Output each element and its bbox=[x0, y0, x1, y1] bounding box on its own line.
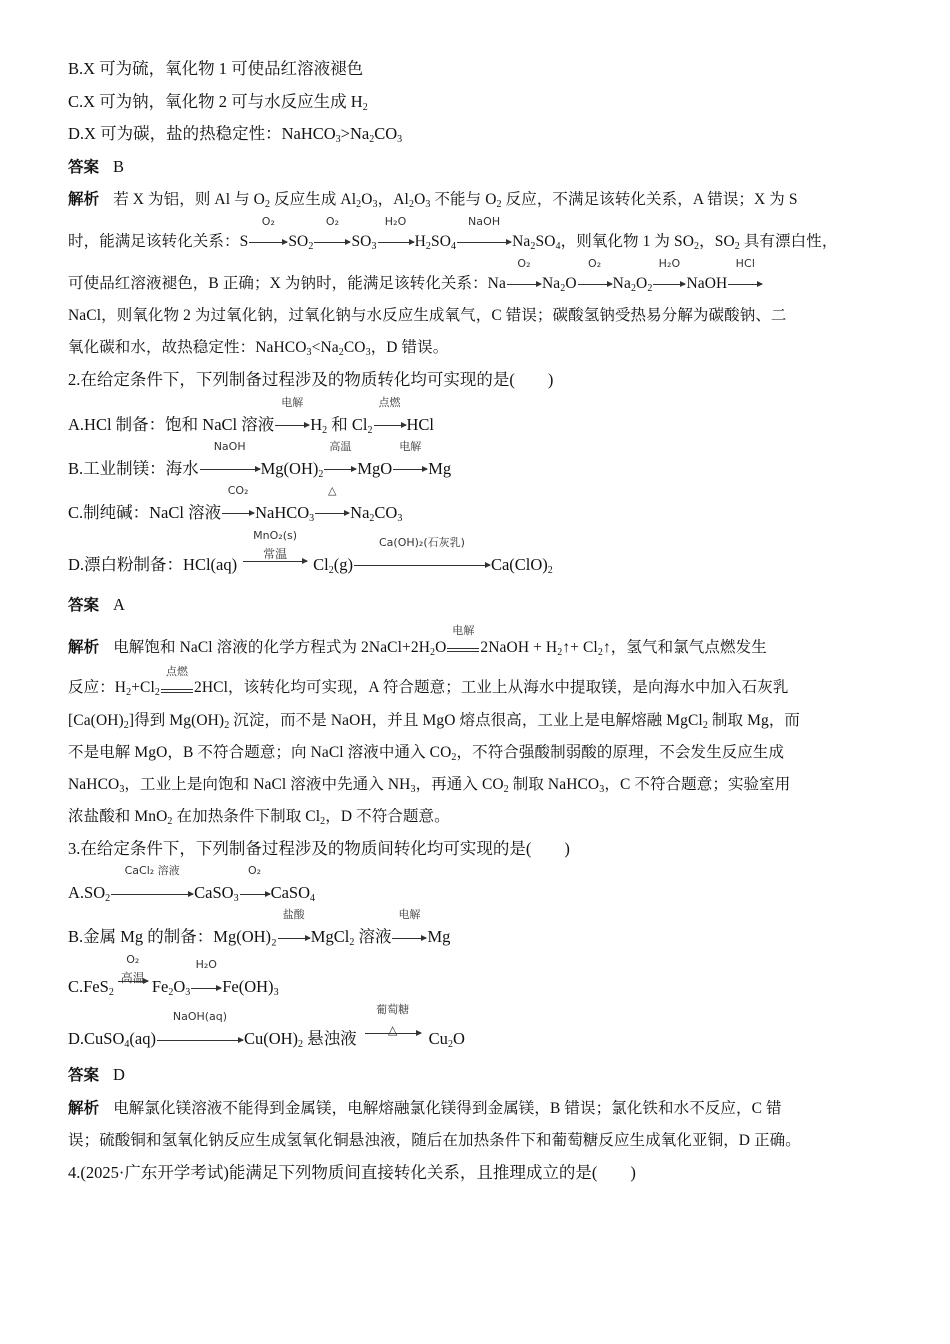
equation-sign: 点燃 bbox=[161, 678, 193, 700]
answer-value: D bbox=[113, 1065, 125, 1085]
q2-option-a: A.HCl 制备：饱和 NaCl 溶液 电解 $H_2$ 和 $Cl_2$ 点燃 HCl bbox=[68, 395, 435, 436]
reaction-arrow: H₂O bbox=[191, 974, 221, 1000]
q3-answer bbox=[68, 1064, 888, 1086]
reaction-arrow: Ca(OH)₂(石灰乳) bbox=[354, 552, 490, 578]
reaction-arrow: O₂ bbox=[507, 273, 541, 295]
reaction-arrow: NaOH bbox=[200, 456, 260, 482]
reaction-arrow: HCl bbox=[728, 273, 762, 295]
q2-option-c: C.制纯碱：NaCl 溶液 CO₂ NaHCO$_3$ △ $Na_2CO_3$ bbox=[68, 483, 403, 524]
q3-option-b: B.金属 Mg 的制备：Mg(OH)₂ 盐酸 MgCl$_2$ 溶液 电解 Mg bbox=[68, 908, 451, 949]
analysis-line: NaCl，则氧化物 2 为过氧化钠，过氧化钠与水反应生成氧气，C 错误；碳酸氢钠受热易分解为碳酸钠、二 bbox=[68, 307, 787, 324]
option-c-prev: C.X 可为钠，氧化物 2 可与水反应生成 $H_2$ bbox=[68, 91, 368, 113]
analysis-tag: 解析 bbox=[68, 190, 100, 208]
q1-analysis bbox=[68, 188, 888, 359]
analysis-line: 氧化碳和水，故热稳定性：$NaHCO_3<Na_2CO_3$，D 错误。 bbox=[68, 339, 449, 358]
q3-option-c: C.FeS$_2$ O₂ 高温 $Fe_2O_3$ H₂O $Fe(OH)_3$ bbox=[68, 953, 279, 999]
analysis-line: 反应：$H_2+Cl_2$ 点燃 2HCl，该转化均可实现，A 符合题意；工业上从海水中提取镁，是向海水中加入石灰乳 bbox=[68, 664, 789, 699]
reaction-arrow: 点燃 bbox=[374, 412, 406, 438]
reaction-arrow: CO₂ bbox=[222, 500, 254, 526]
reaction-arrow: O₂ bbox=[314, 231, 350, 253]
reaction-arrow: 电解 bbox=[392, 924, 426, 950]
analysis-line: 时，能满足该转化关系：S O₂ $SO_2$ O₂ $SO_3$ H₂O $H_2SO_4$ NaOH $Na_2SO_4$，则氧化物 1 为 $SO_2$，$SO_2$ 具有漂白性， bbox=[68, 215, 838, 252]
answer-tag: 答案 bbox=[68, 157, 100, 176]
reaction-arrow: CaCl₂ 溶液 bbox=[111, 880, 193, 906]
reaction-arrow: 葡萄糖 △ bbox=[365, 1026, 421, 1052]
option-d-prev: D.X 可为碳，盐的热稳定性：$NaHCO_3>Na_2CO_3$ bbox=[68, 124, 403, 145]
analysis-line: $[Ca(OH)_2]$得到 $Mg(OH)_2$ 沉淀，而不是 NaOH，并且 MgO 熔点很高，工业上是电解熔融 MgCl$_2$ 制取 Mg，而 bbox=[68, 711, 801, 731]
analysis-line: NaHCO$_3$，工业上是向饱和 NaCl 溶液中先通入 $NH_3$，再通入 $CO_2$ 制取 NaHCO$_3$，C 不符合题意；实验室用 bbox=[68, 775, 791, 795]
analysis-tag: 解析 bbox=[68, 638, 100, 656]
analysis-line: 不是电解 MgO，B 不符合题意；向 NaCl 溶液中通入 $CO_2$，不符合强酸制弱酸的原理，不会发生反应生成 bbox=[68, 743, 785, 763]
reaction-arrow: H₂O bbox=[653, 273, 685, 295]
answer-tag: 答案 bbox=[68, 595, 100, 614]
reaction-arrow: 电解 bbox=[275, 412, 309, 438]
q2-option-d: D.漂白粉制备：HCl(aq) MnO₂(s) 常温 $Cl_2(g)$ Ca(OH)₂(石灰乳) $Ca(ClO)_2$ bbox=[68, 528, 553, 576]
option-b-prev: B.X 可为硫，氧化物 1 可使品红溶液褪色 bbox=[68, 59, 364, 78]
analysis-line: 误；硫酸铜和氢氧化钠反应生成氢氧化铜悬浊液，随后在加热条件下和葡萄糖反应生成氧化亚铜，D 正确。 bbox=[68, 1131, 801, 1149]
q4-stem: 4.(2025·广东开学考试)能满足下列物质间直接转化关系，且推理成立的是( ) bbox=[68, 1162, 636, 1182]
analysis-line: 可使品红溶液褪色，B 正确；X 为钠时，能满足该转化关系：Na O₂ $Na_2O$ O₂ $Na_2O_2$ H₂O NaOH HCl bbox=[68, 263, 888, 295]
reaction-arrow: 电解 bbox=[393, 456, 427, 482]
reaction-arrow: 盐酸 bbox=[278, 924, 310, 950]
reaction-arrow: O₂ bbox=[578, 273, 612, 295]
analysis-line: 解析 电解氯化镁溶液不能得到金属镁，电解熔融氯化镁得到金属镁，B 错误；氯化铁和水不反应，C 错 bbox=[68, 1098, 782, 1117]
q2-answer bbox=[68, 594, 888, 616]
reaction-arrow: △ bbox=[315, 500, 349, 526]
q1-answer bbox=[68, 156, 888, 178]
answer-value: B bbox=[113, 156, 125, 176]
equation-sign: 电解 bbox=[447, 637, 479, 659]
answer-value: A bbox=[113, 594, 125, 614]
analysis-tag: 解析 bbox=[68, 1098, 100, 1117]
reaction-arrow: O₂ bbox=[240, 880, 270, 906]
q2-stem: 2.在给定条件下，下列制备过程涉及的物质转化均可实现的是( ) bbox=[68, 370, 554, 389]
reaction-arrow: O₂ 高温 bbox=[118, 974, 148, 1000]
document-page bbox=[68, 58, 888, 1194]
reaction-arrow: 高温 bbox=[324, 456, 356, 482]
q3-option-a: $A.SO_2$ CaCl₂ 溶液 CaSO$_3$ O₂ CaSO$_4$ bbox=[68, 864, 315, 905]
q3-analysis bbox=[68, 1097, 888, 1152]
reaction-arrow: NaOH(aq) bbox=[157, 1026, 243, 1052]
q2-analysis bbox=[68, 626, 888, 828]
q2-option-b: B.工业制镁：海水 NaOH $Mg(OH)_2$ 高温 MgO 电解 Mg bbox=[68, 439, 452, 480]
reaction-arrow: NaOH bbox=[457, 231, 511, 253]
reaction-arrow: MnO₂(s) 常温 bbox=[243, 552, 307, 578]
reaction-arrow: O₂ bbox=[249, 231, 287, 253]
analysis-line: 浓盐酸和 MnO$_2$ 在加热条件下制取 $Cl_2$，D 不符合题意。 bbox=[68, 807, 450, 827]
answer-tag: 答案 bbox=[68, 1066, 100, 1085]
analysis-line: 解析 若 X 为铝，则 Al 与 $O_2$ 反应生成 $Al_2O_3$，$Al_2O_3$ 不能与 $O_2$ 反应，不满足该转化关系，A 错误；X 为 S bbox=[68, 190, 798, 210]
q3-option-d: D.CuSO$_4$(aq) NaOH(aq) $Cu(OH)_2$ 悬浊液 葡萄糖 △ $Cu_2O$ bbox=[68, 1003, 465, 1051]
reaction-arrow: H₂O bbox=[378, 231, 414, 253]
q3-stem: 3.在给定条件下，下列制备过程涉及的物质间转化均可实现的是( ) bbox=[68, 838, 570, 858]
analysis-line: 解析 电解饱和 NaCl 溶液的化学方程式为 $2NaCl+2H_2O$ 电解 2NaOH + $H_2↑+$ $Cl_2↑$，氢气和氯气点燃发生 bbox=[68, 624, 767, 658]
